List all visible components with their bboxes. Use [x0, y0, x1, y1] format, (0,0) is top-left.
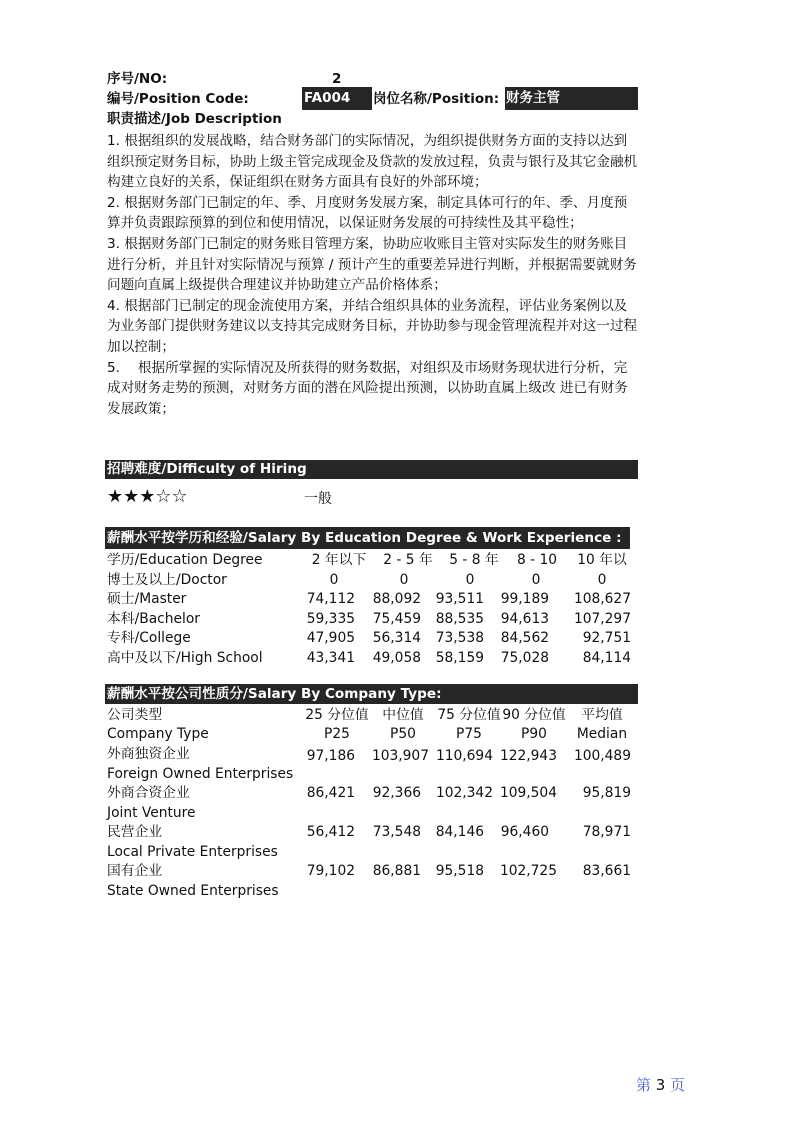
- row-label-cn: 外商合资企业: [107, 785, 190, 801]
- table-row: [107, 571, 637, 591]
- cell: 102,342: [435, 785, 493, 801]
- cell: 86,881: [372, 863, 421, 879]
- job-duty-2: 2. 根据财务部门已制定的年、季、月度财务发展方案，制定具体可行的年、季、月度预算并负责跟踪预算的到位和使用情况，以保证财务发展的可持续性及其平稳性；: [107, 194, 628, 232]
- column-header: 75 分位值: [437, 707, 501, 723]
- no-label: 序号/NO:: [107, 71, 168, 87]
- no-value: 2: [332, 71, 342, 87]
- row-label: 硕士/Master: [107, 591, 187, 608]
- cell: 0: [465, 571, 475, 588]
- column-header: Median: [576, 726, 628, 742]
- table-row: [107, 629, 637, 649]
- cell: 107,297: [573, 610, 631, 627]
- row-label: 本科/Bachelor: [107, 610, 200, 627]
- cell: 79,102: [306, 863, 355, 879]
- column-header: 90 分位值: [502, 707, 566, 723]
- cell: 84,146: [435, 824, 484, 840]
- salary-by-company-header: 薪酬水平按公司性质分/Salary By Company Type:: [105, 684, 638, 704]
- cell: 97,186: [306, 748, 355, 764]
- cell: 0: [597, 571, 607, 588]
- cell: 86,421: [306, 785, 355, 801]
- row-label-en: Foreign Owned Enterprises: [107, 766, 294, 782]
- row-label: 专科/College: [107, 630, 191, 647]
- job-duty-3: 3. 根据财务部门已制定的财务账目管理方案，协助应收账目主管对实际发生的财务账目进行分析，并且针对实际情况与预算 / 预计产生的重要差异进行判断，并根据需要就财务问题向直属上级提供合理建议并协助建立产品价格体系；: [107, 235, 637, 294]
- star-rating-icon: ★★★☆☆: [107, 486, 188, 507]
- job-duty-1: 1. 根据组织的发展战略，结合财务部门的实际情况，为组织提供财务方面的支持以达到组织预定财务目标，协助上级主管完成现金及贷款的发放过程，负责与银行及其它金融机构建立良好的关系，保证组织在财务方面具有良好的外部环境；: [107, 133, 638, 191]
- cell: 74,112: [306, 591, 355, 608]
- cell: 93,511: [435, 591, 484, 608]
- column-header: 2 年以下: [311, 552, 367, 568]
- job-description: [107, 131, 639, 419]
- cell: 0: [531, 571, 541, 588]
- cell: 94,613: [500, 610, 549, 627]
- row-label: 博士及以上/Doctor: [107, 571, 227, 588]
- position-name-value: 财务主管: [505, 87, 638, 110]
- cell: 96,460: [500, 824, 549, 840]
- page-number: [636, 1074, 685, 1095]
- cell: 43,341: [306, 649, 355, 666]
- cell: 95,819: [582, 785, 631, 801]
- cell: 88,535: [435, 610, 484, 627]
- page-prefix: 第: [636, 1076, 652, 1094]
- position-name-label: 岗位名称/Position:: [373, 91, 500, 107]
- cell: 109,504: [499, 785, 557, 801]
- table-row: [107, 649, 637, 669]
- cell: 102,725: [499, 863, 557, 879]
- job-description-label: 职责描述/Job Description: [107, 111, 282, 127]
- table-row: [107, 823, 637, 842]
- row-label: 高中及以下/High School: [107, 649, 263, 666]
- hiring-difficulty-level: 一般: [304, 491, 332, 507]
- table-row: [107, 862, 637, 881]
- cell: 56,314: [372, 630, 421, 647]
- column-header: 平均值: [581, 707, 623, 723]
- row-label-cn: 民营企业: [107, 824, 163, 840]
- column-header: 8 - 10: [516, 552, 558, 568]
- cell: 73,548: [372, 824, 421, 840]
- hiring-difficulty-header: 招聘难度/Difficulty of Hiring: [105, 460, 638, 479]
- column-header: P90: [521, 726, 547, 742]
- table-row: [107, 610, 637, 630]
- cell: 0: [399, 571, 409, 588]
- cell: 99,189: [500, 591, 549, 608]
- cell: 56,412: [306, 824, 355, 840]
- cell: 78,971: [582, 824, 631, 840]
- salary-education-table: [107, 551, 637, 669]
- cell: 83,661: [582, 863, 631, 879]
- cell: 108,627: [573, 591, 631, 608]
- column-header: 10 年以: [577, 552, 627, 568]
- column-header: 学历/Education Degree: [107, 552, 263, 568]
- job-duty-4: 4. 根据部门已制定的现金流使用方案，并结合组织具体的业务流程，评估业务案例以及为业务部门提供财务建议以支持其完成财务目标，并协助参与现金管理流程并对这一过程加以控制；: [107, 297, 638, 355]
- column-header: 5 - 8 年: [449, 552, 499, 568]
- column-header: 中位值: [382, 707, 424, 723]
- cell: 110,694: [435, 748, 493, 764]
- cell: 88,092: [372, 591, 421, 608]
- cell: 73,538: [435, 630, 484, 647]
- cell: 122,943: [499, 748, 557, 764]
- cell: 92,366: [372, 785, 421, 801]
- cell: 49,058: [372, 649, 421, 666]
- row-label-en: Joint Venture: [107, 805, 196, 821]
- row-label-en: Local Private Enterprises: [107, 844, 278, 860]
- table-row-sub: [107, 803, 637, 823]
- cell: 75,028: [500, 649, 549, 666]
- column-header: P50: [390, 726, 416, 742]
- cell: 84,114: [582, 649, 631, 666]
- table-header-row: [107, 551, 637, 571]
- job-duty-5: 5. 根据所掌握的实际情况及所获得的财务数据，对组织及市场财务现状进行分析，完成对财务走势的预测，对财务方面的潜在风险提出预测，以协助直属上级改 进已有财务发展政策；: [107, 359, 628, 417]
- page-number-value: 3: [655, 1076, 666, 1094]
- cell: 103,907: [371, 748, 429, 764]
- cell: 0: [329, 571, 339, 588]
- salary-company-table: [107, 706, 637, 901]
- row-label-cn: 国有企业: [107, 863, 163, 879]
- column-header: 公司类型: [107, 707, 163, 723]
- table-row-sub: [107, 764, 637, 784]
- table-row: [107, 590, 637, 610]
- position-code-value: FA004: [302, 87, 372, 110]
- cell: 59,335: [306, 610, 355, 627]
- position-code-label: 编号/Position Code:: [107, 91, 249, 107]
- page-suffix: 页: [670, 1076, 686, 1094]
- cell: 92,751: [582, 630, 631, 647]
- column-header: Company Type: [107, 726, 209, 742]
- salary-by-education-header: 薪酬水平按学历和经验/Salary By Education Degree & Work Experience :: [105, 527, 630, 549]
- column-header: 25 分位值: [305, 707, 369, 723]
- column-header: P75: [456, 726, 482, 742]
- row-label-cn: 外商独资企业: [107, 746, 190, 762]
- table-row-sub: [107, 881, 637, 901]
- table-row: [107, 744, 637, 764]
- table-row: [107, 784, 637, 803]
- table-header-row-cn: [107, 706, 637, 725]
- cell: 75,459: [372, 610, 421, 627]
- table-row-sub: [107, 842, 637, 862]
- column-header: 2 - 5 年: [383, 552, 433, 568]
- table-header-row-en: [107, 725, 637, 744]
- cell: 84,562: [500, 630, 549, 647]
- row-label-en: State Owned Enterprises: [107, 883, 279, 899]
- cell: 95,518: [435, 863, 484, 879]
- cell: 47,905: [306, 630, 355, 647]
- cell: 100,489: [573, 748, 631, 764]
- column-header: P25: [324, 726, 350, 742]
- cell: 58,159: [435, 649, 484, 666]
